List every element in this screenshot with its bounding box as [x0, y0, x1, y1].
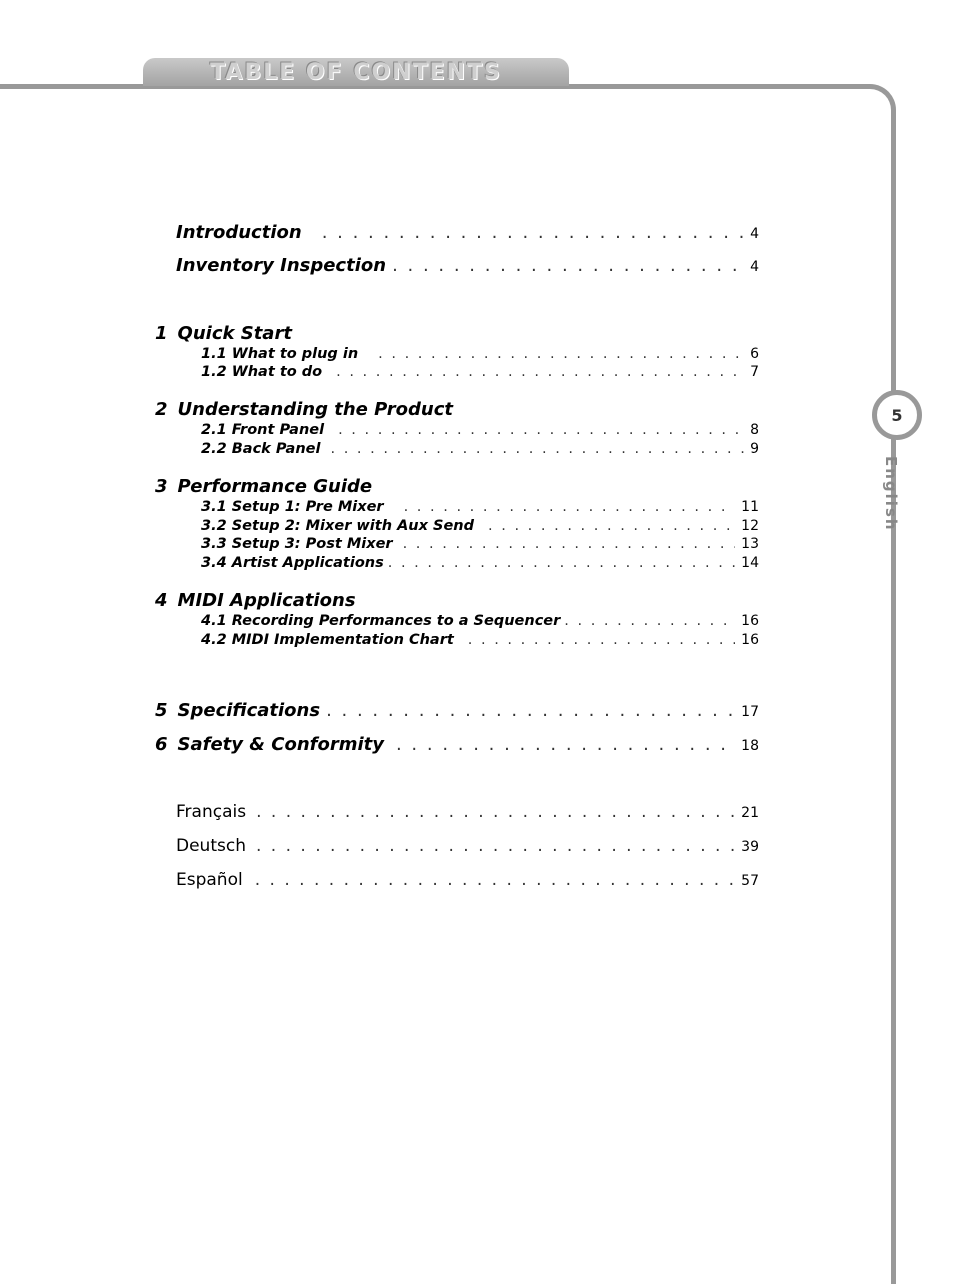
toc-entry-introduction[interactable]: [176, 222, 759, 243]
dot-leader: [256, 802, 741, 822]
toc-entry-label: Specifications: [177, 700, 321, 721]
toc-entry-label: 3.3 Setup 3: Post Mixer: [201, 536, 393, 552]
chapter-title: Quick Start: [177, 323, 292, 344]
chapter-heading-3[interactable]: [155, 476, 372, 497]
toc-entry-page: 4: [750, 259, 759, 275]
toc-subentry[interactable]: [201, 536, 759, 552]
dot-leader: [255, 870, 741, 890]
toc-entry-page: 57: [741, 873, 759, 889]
chapter-title: MIDI Applications: [177, 590, 356, 611]
toc-entry-inventory-inspection[interactable]: [176, 255, 759, 276]
toc-subentry[interactable]: [201, 441, 759, 457]
toc-subentry[interactable]: [201, 364, 759, 380]
toc-entry-label: Français: [176, 802, 247, 822]
toc-entry-page: 12: [741, 518, 759, 534]
toc-subentry[interactable]: [201, 632, 759, 648]
toc-entry-page: 11: [741, 499, 759, 515]
page-title: TABLE OF CONTENTS: [210, 60, 502, 85]
toc-entry-page: 8: [750, 422, 759, 438]
toc-subentry[interactable]: [201, 422, 759, 438]
dot-leader: [326, 700, 735, 721]
chapter-number: 5: [155, 700, 168, 721]
dot-leader: [336, 364, 744, 380]
toc-entry-label: Safety & Conformity: [177, 734, 384, 755]
toc-entry-label: 1.1 What to plug in: [201, 346, 359, 362]
toc-entry-deutsch[interactable]: [176, 836, 759, 856]
dot-leader: [388, 555, 735, 571]
chapter-heading-1[interactable]: [155, 323, 292, 344]
toc-entry-page: 13: [741, 536, 759, 552]
toc-entry-label: Deutsch: [176, 836, 246, 856]
dot-leader: [403, 536, 736, 552]
toc-entry-page: 6: [750, 346, 759, 362]
chapter-number: 2: [155, 399, 168, 420]
toc-entry-page: 39: [741, 839, 759, 855]
chapter-number: 4: [155, 590, 168, 611]
toc-subentry[interactable]: [201, 555, 759, 571]
toc-entry-specifications[interactable]: [155, 700, 759, 721]
toc-entry-page: 21: [741, 805, 759, 821]
toc-subentry[interactable]: [201, 346, 759, 362]
dot-leader: [338, 422, 744, 438]
chapter-title: Performance Guide: [177, 476, 373, 497]
chapter-title: Understanding the Product: [177, 399, 453, 420]
toc-entry-page: 7: [750, 364, 759, 380]
toc-entry-page: 14: [741, 555, 759, 571]
language-side-label: English: [882, 456, 900, 532]
toc-entry-label: 4.2 MIDI Implementation Chart: [201, 632, 454, 648]
chapter-number: 1: [155, 323, 168, 344]
toc-entry-label: Introduction: [176, 222, 302, 243]
toc-subentry[interactable]: [201, 613, 759, 629]
chapter-number: 6: [155, 734, 168, 755]
dot-leader: [396, 734, 735, 755]
toc-entry-label: 3.2 Setup 2: Mixer with Aux Send: [201, 518, 475, 534]
dot-leader: [468, 632, 735, 648]
toc-entry-page: 9: [750, 441, 759, 457]
toc-entry-safety-conformity[interactable]: [155, 734, 759, 755]
toc-entry-francais[interactable]: [176, 802, 759, 822]
toc-entry-espanol[interactable]: [176, 870, 759, 890]
dot-leader: [330, 441, 744, 457]
toc-entry-label: 4.1 Recording Performances to a Sequencer: [201, 613, 561, 629]
dot-leader: [564, 613, 735, 629]
chapter-number: 3: [155, 476, 168, 497]
toc-entry-label: 3.1 Setup 1: Pre Mixer: [201, 499, 384, 515]
chapter-heading-2[interactable]: [155, 399, 453, 420]
dot-leader: [404, 499, 736, 515]
toc-entry-label: Inventory Inspection: [176, 255, 387, 276]
dot-leader: [488, 518, 735, 534]
dot-leader: [322, 222, 744, 243]
dot-leader: [378, 346, 744, 362]
toc-entry-page: 18: [741, 738, 759, 754]
toc-entry-page: 16: [741, 632, 759, 648]
toc-subentry[interactable]: [201, 518, 759, 534]
dot-leader: [392, 255, 744, 276]
toc-entry-label: Español: [176, 870, 243, 890]
toc-entry-page: 17: [741, 704, 759, 720]
toc-subentry[interactable]: [201, 499, 759, 515]
dot-leader: [256, 836, 741, 856]
toc-entry-label: 1.2 What to do: [201, 364, 323, 380]
toc-entry-label: 2.2 Back Panel: [201, 441, 321, 457]
toc-entry-page: 4: [750, 226, 759, 242]
toc-entry-label: 2.1 Front Panel: [201, 422, 325, 438]
chapter-heading-4[interactable]: [155, 590, 356, 611]
toc-entry-label: 3.4 Artist Applications: [201, 555, 384, 571]
toc-entry-page: 16: [741, 613, 759, 629]
page-number: 5: [891, 405, 903, 425]
